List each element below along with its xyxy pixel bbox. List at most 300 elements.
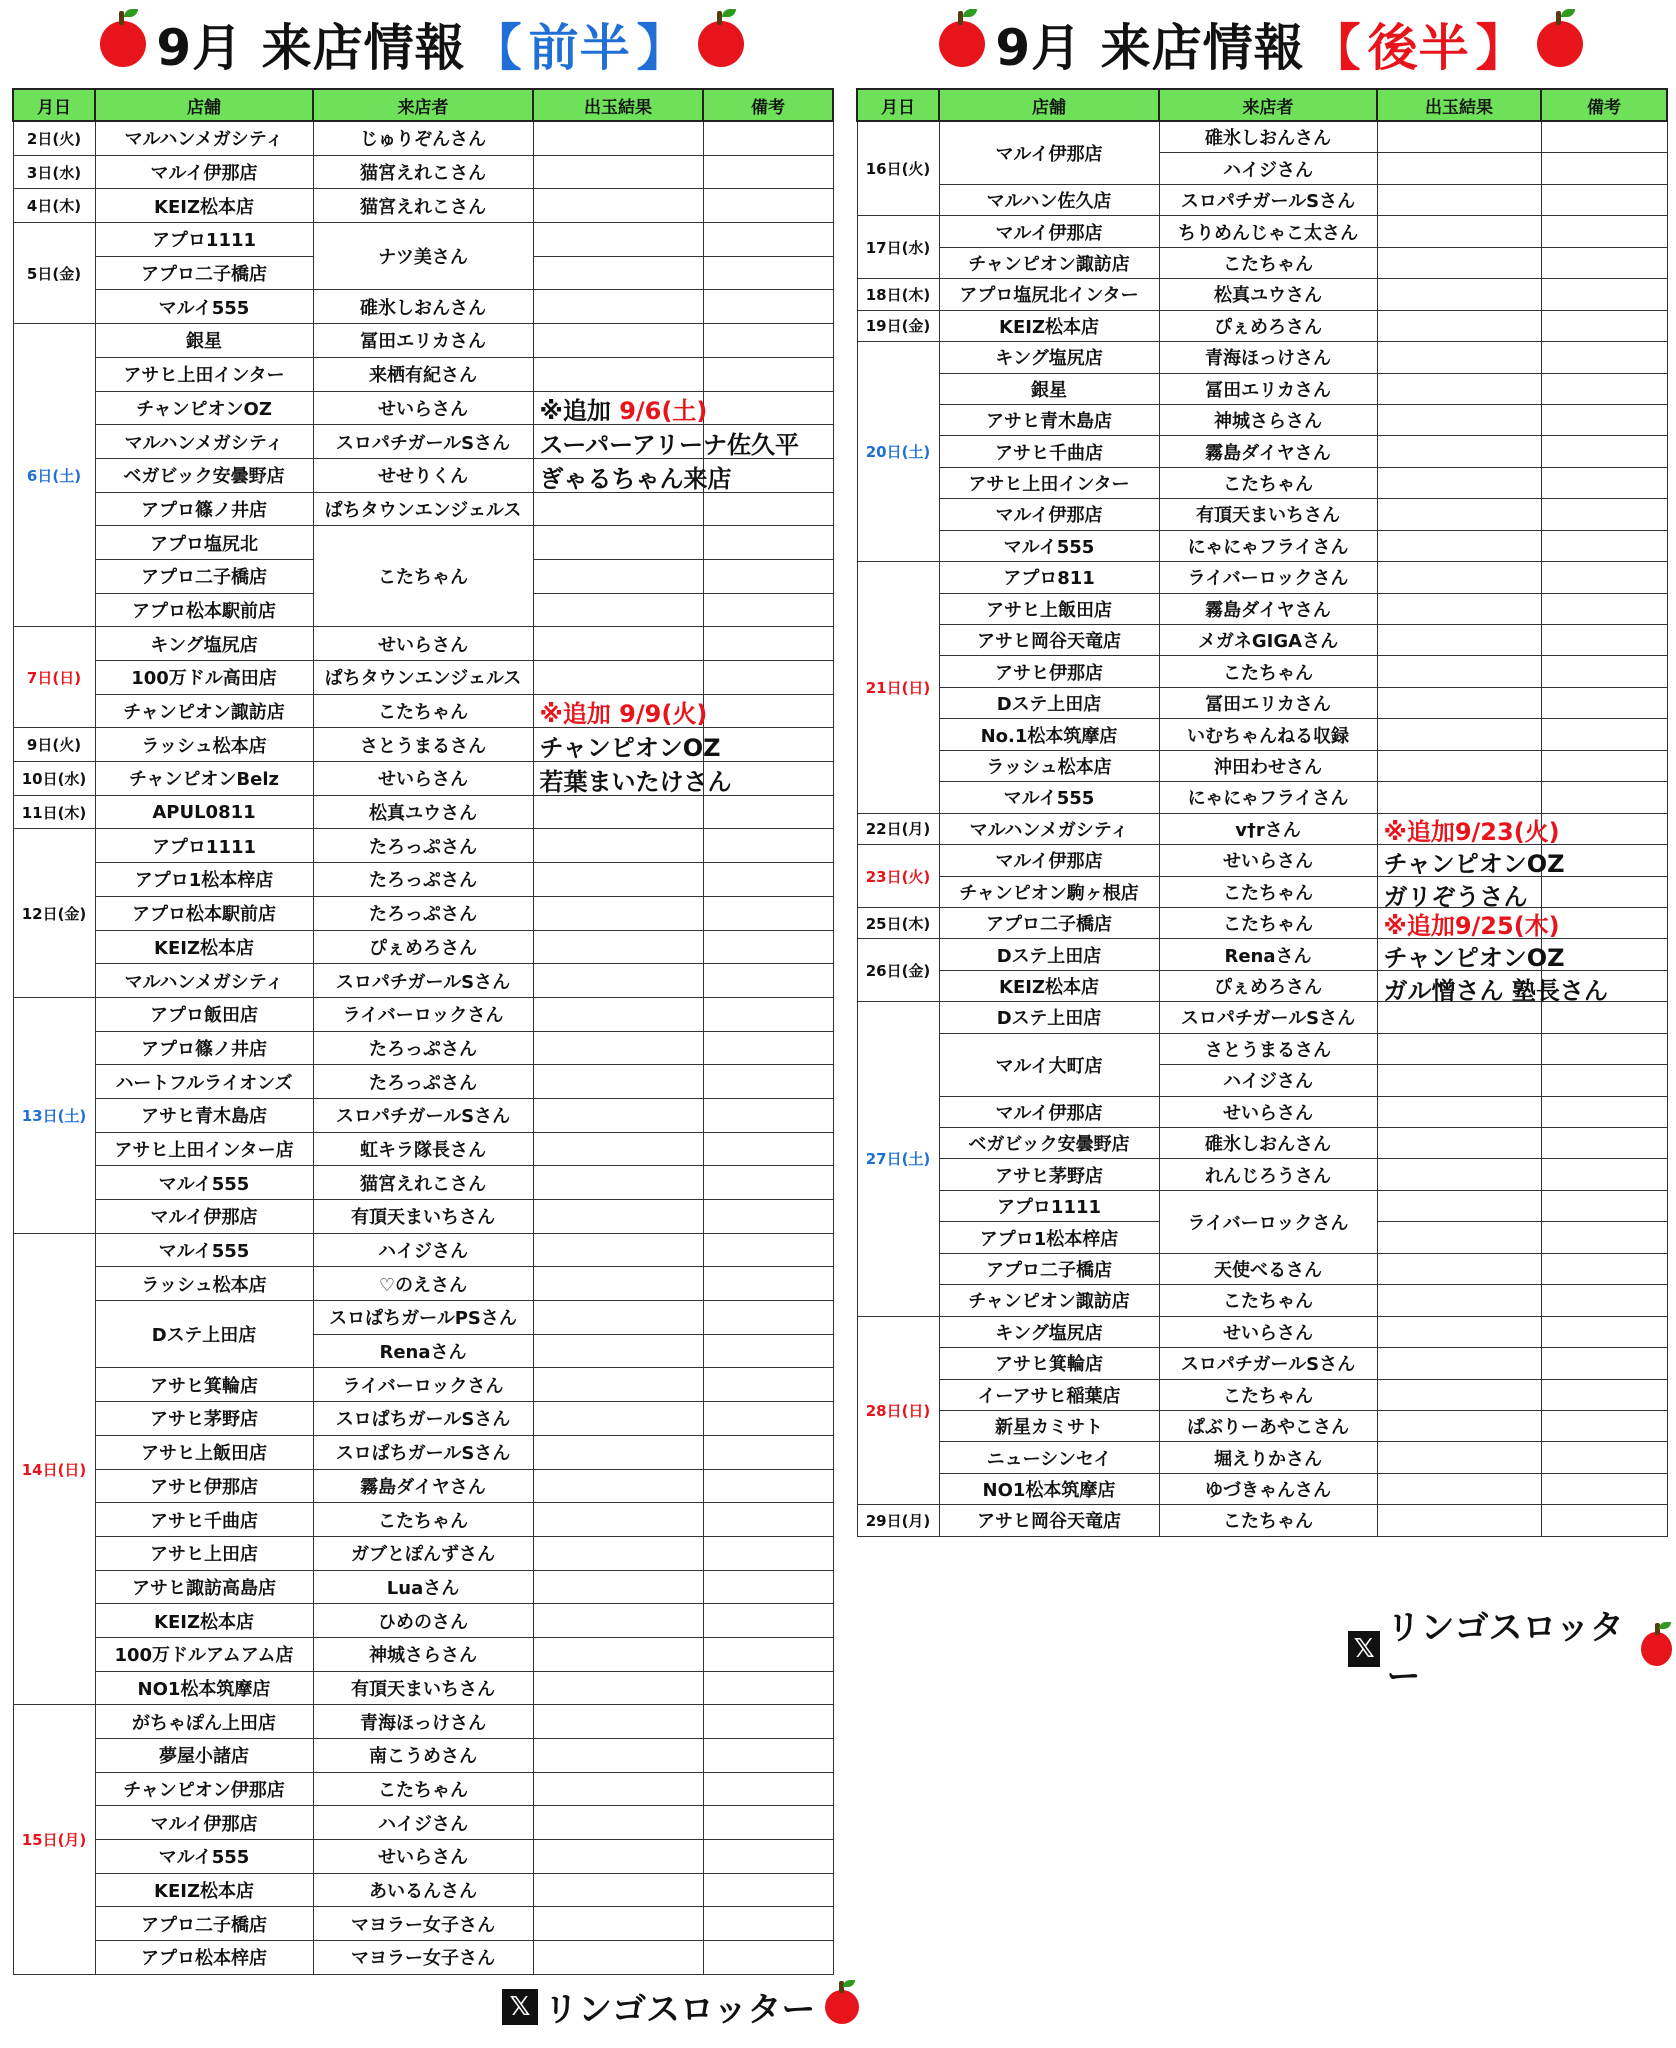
result-cell [533, 1840, 703, 1874]
table-row [13, 997, 833, 1031]
date-cell: 10日(水) [13, 762, 95, 796]
result-cell [1377, 404, 1541, 435]
remarks-cell [703, 290, 833, 324]
table-row [857, 1316, 1667, 1347]
store-cell: チャンピオン諏訪店 [939, 1285, 1159, 1316]
table-row [857, 247, 1667, 278]
result-cell [1377, 1285, 1541, 1316]
result-cell [1377, 153, 1541, 184]
table-row [13, 155, 833, 189]
table-row [13, 1637, 833, 1671]
visitor-cell: 霧島ダイヤさん [1159, 593, 1377, 624]
table-row [13, 290, 833, 324]
store-cell: アサヒ上田インター店 [95, 1132, 313, 1166]
result-cell [533, 1031, 703, 1065]
store-cell: KEIZ松本店 [939, 970, 1159, 1001]
result-cell [533, 492, 703, 526]
date-cell: 16日(火) [857, 121, 939, 216]
visitor-cell: Luaさん [313, 1570, 533, 1604]
store-cell: マルハンメガシティ [939, 813, 1159, 844]
remarks-cell [703, 1907, 833, 1941]
remarks-cell [703, 593, 833, 627]
remarks-cell [1541, 562, 1667, 593]
visitor-cell: ぱちタウンエンジェルス [313, 492, 533, 526]
result-cell [1377, 1473, 1541, 1504]
visitor-cell: 碓氷しおんさん [313, 290, 533, 324]
remarks-cell [703, 1200, 833, 1234]
visitor-cell: 神城さらさん [313, 1637, 533, 1671]
remarks-cell [703, 1469, 833, 1503]
result-cell [1377, 1348, 1541, 1379]
table-row [13, 1806, 833, 1840]
date-cell: 4日(木) [13, 189, 95, 223]
remarks-cell [703, 121, 833, 155]
result-cell [533, 627, 703, 661]
result-cell [1377, 656, 1541, 687]
table-row [13, 1604, 833, 1638]
result-cell [533, 290, 703, 324]
visitor-cell: せいらさん [1159, 1316, 1377, 1347]
visitor-cell: メガネGIGAさん [1159, 625, 1377, 656]
date-cell: 12日(金) [13, 829, 95, 997]
result-cell [533, 1402, 703, 1436]
store-cell: マルハンメガシティ [95, 121, 313, 155]
note-date: 9/6(土) [619, 396, 708, 425]
store-cell: マルハンメガシティ [95, 425, 313, 459]
table-row [13, 324, 833, 358]
result-cell [1377, 1190, 1541, 1221]
result-cell [1377, 436, 1541, 467]
result-cell [1377, 467, 1541, 498]
table-row [857, 1159, 1667, 1190]
table-row [857, 1128, 1667, 1159]
result-cell [1377, 750, 1541, 781]
result-cell [533, 964, 703, 998]
brand-name: リンゴスロッター [544, 1990, 816, 2030]
visitor-cell: 松真ユウさん [313, 795, 533, 829]
visitor-cell: こたちゃん [1159, 1379, 1377, 1410]
table-row [857, 593, 1667, 624]
result-cell [1377, 1442, 1541, 1473]
visitor-cell: ハイジさん [1159, 153, 1377, 184]
remarks-cell [1541, 1442, 1667, 1473]
remarks-cell [1541, 687, 1667, 718]
table-row [857, 907, 1667, 938]
remarks-cell [703, 1402, 833, 1436]
visitor-cell: 天使べるさん [1159, 1253, 1377, 1284]
remarks-cell [1541, 593, 1667, 624]
remarks-cell [703, 1806, 833, 1840]
schedule-table-first-half [12, 88, 834, 1975]
store-cell: アプロ塩尻北 [95, 526, 313, 560]
title-month: 9月 来店情報 [156, 19, 466, 77]
store-cell: ハートフルライオンズ [95, 1065, 313, 1099]
remarks-cell [703, 1840, 833, 1874]
result-cell [533, 997, 703, 1031]
result-cell [1377, 310, 1541, 341]
store-cell: 100万ドルアムアム店 [95, 1637, 313, 1671]
result-cell [1377, 247, 1541, 278]
store-cell: アプロ飯田店 [95, 997, 313, 1031]
remarks-cell [1541, 1473, 1667, 1504]
remarks-cell [703, 1705, 833, 1739]
store-cell: アプロ二子橋店 [939, 907, 1159, 938]
table-row [13, 627, 833, 661]
remarks-cell [703, 896, 833, 930]
brand-watermark [502, 1982, 863, 2031]
date-cell: 5日(金) [13, 223, 95, 324]
result-cell [1377, 625, 1541, 656]
result-cell [533, 1604, 703, 1638]
store-cell: マルイ555 [95, 1166, 313, 1200]
result-cell [533, 1941, 703, 1975]
visitor-cell: ぴぇめろさん [1159, 310, 1377, 341]
remarks-cell [703, 795, 833, 829]
table-row [13, 1065, 833, 1099]
store-cell: APUL0811 [95, 795, 313, 829]
visitor-cell: 有頂天まいちさん [313, 1671, 533, 1705]
store-cell: アプロ811 [939, 562, 1159, 593]
result-cell [533, 256, 703, 290]
store-cell: アプロ松本駅前店 [95, 896, 313, 930]
result-cell [1377, 279, 1541, 310]
remarks-cell [703, 829, 833, 863]
result-cell [533, 1570, 703, 1604]
x-logo-icon: 𝕏 [1348, 1631, 1380, 1667]
remarks-cell [703, 930, 833, 964]
table-row [13, 121, 833, 155]
date-cell: 28日(日) [857, 1316, 939, 1505]
visitor-cell: こたちゃん [1159, 1505, 1377, 1536]
table-row [13, 1435, 833, 1469]
store-cell: NO1松本筑摩店 [95, 1671, 313, 1705]
store-cell: マルイ555 [939, 530, 1159, 561]
table-row [13, 1098, 833, 1132]
note-line: チャンピオンOZ [539, 733, 721, 762]
table-row [857, 1348, 1667, 1379]
visitor-cell: 有頂天まいちさん [313, 1200, 533, 1234]
result-cell [1377, 184, 1541, 215]
result-cell [1377, 1128, 1541, 1159]
note-line: ぎゃるちゃん来店 [539, 464, 732, 493]
visitor-cell: マヨラー女子さん [313, 1941, 533, 1975]
remarks-cell [1541, 750, 1667, 781]
visitor-cell: Renaさん [313, 1334, 533, 1368]
remarks-cell [1541, 1222, 1667, 1253]
table-row [13, 1469, 833, 1503]
store-cell: チャンピオン駒ヶ根店 [939, 876, 1159, 907]
date-cell: 3日(水) [13, 155, 95, 189]
table-row [13, 1536, 833, 1570]
visitor-cell: 霧島ダイヤさん [313, 1469, 533, 1503]
note-label: ※追加9/25(木) [1383, 911, 1560, 940]
visitor-cell: ハイジさん [313, 1233, 533, 1267]
store-cell: マルイ伊那店 [95, 155, 313, 189]
visitor-cell: さとうまるさん [313, 728, 533, 762]
table-row [857, 656, 1667, 687]
remarks-cell [703, 1435, 833, 1469]
date-cell: 7日(日) [13, 627, 95, 728]
result-cell [533, 829, 703, 863]
store-cell: アサヒ上田インター [939, 467, 1159, 498]
result-cell [533, 1098, 703, 1132]
table-row [13, 1840, 833, 1874]
remarks-cell [703, 627, 833, 661]
remarks-cell [1541, 1253, 1667, 1284]
remarks-cell [1541, 656, 1667, 687]
result-cell [533, 155, 703, 189]
note-line: 若葉まいたけさん [539, 767, 732, 796]
visitor-cell: 冨田エリカさん [313, 324, 533, 358]
table-row [13, 1739, 833, 1773]
date-cell: 13日(土) [13, 997, 95, 1233]
store-cell: キング塩尻店 [939, 1316, 1159, 1347]
remarks-cell [703, 155, 833, 189]
result-cell [533, 1536, 703, 1570]
store-cell: 新星カミサト [939, 1410, 1159, 1441]
store-cell: 銀星 [95, 324, 313, 358]
result-cell [1377, 1316, 1541, 1347]
table-row [13, 829, 833, 863]
store-cell: マルハンメガシティ [95, 964, 313, 998]
remarks-cell [1541, 719, 1667, 750]
apple-icon [698, 21, 744, 67]
apple-icon [1641, 1632, 1672, 1666]
result-cell [1377, 1379, 1541, 1410]
visitor-cell: スロパチガールSさん [1159, 1002, 1377, 1033]
visitor-cell: せいらさん [1159, 845, 1377, 876]
store-cell: マルイ伊那店 [939, 499, 1159, 530]
store-cell: アプロ1松本梓店 [95, 863, 313, 897]
apple-icon [939, 21, 985, 67]
remarks-cell [703, 189, 833, 223]
table-row [13, 1671, 833, 1705]
visitor-cell: 冨田エリカさん [1159, 687, 1377, 718]
store-cell: マルイ555 [95, 1840, 313, 1874]
store-cell: アサヒ青木島店 [939, 404, 1159, 435]
visitor-cell: ♡のえさん [313, 1267, 533, 1301]
visitor-cell: たろっぷさん [313, 1065, 533, 1099]
note-line: チャンピオンOZ [1383, 944, 1565, 973]
result-cell [533, 1705, 703, 1739]
date-cell: 14日(日) [13, 1233, 95, 1705]
date-cell: 25日(木) [857, 907, 939, 938]
result-cell [1377, 593, 1541, 624]
table-row [857, 687, 1667, 718]
note-line: スーパーアリーナ佐久平 [539, 430, 799, 459]
added-event-note [540, 394, 799, 496]
note-line: ガル憎さん 塾長さん [1383, 976, 1608, 1005]
date-cell: 26日(金) [857, 939, 939, 1002]
remarks-cell [1541, 625, 1667, 656]
visitor-cell: こたちゃん [1159, 247, 1377, 278]
store-cell: アプロ二子橋店 [939, 1253, 1159, 1284]
visitor-cell: ナツ美さん [313, 223, 533, 290]
remarks-cell [1541, 1505, 1667, 1536]
table-row [857, 404, 1667, 435]
table-row [13, 1873, 833, 1907]
remarks-cell [1541, 216, 1667, 247]
visitor-cell: 碓氷しおんさん [1159, 1128, 1377, 1159]
visitor-cell: 堀えりかさん [1159, 1442, 1377, 1473]
store-cell: チャンピオン諏訪店 [95, 694, 313, 728]
table-row [13, 1031, 833, 1065]
store-cell: ニューシンセイ [939, 1442, 1159, 1473]
visitor-cell: こたちゃん [1159, 656, 1377, 687]
table-row [13, 189, 833, 223]
remarks-cell [1541, 184, 1667, 215]
visitor-cell: 沖田わせさん [1159, 750, 1377, 781]
remarks-cell [703, 1233, 833, 1267]
remarks-cell [1541, 153, 1667, 184]
table-row [13, 1200, 833, 1234]
result-cell [533, 593, 703, 627]
remarks-cell [703, 1334, 833, 1368]
store-cell: Dステ上田店 [939, 687, 1159, 718]
result-cell [533, 1637, 703, 1671]
store-cell: KEIZ松本店 [95, 189, 313, 223]
result-cell [533, 324, 703, 358]
remarks-cell [1541, 1033, 1667, 1064]
visitor-cell: ゆづきゃんさん [1159, 1473, 1377, 1504]
result-cell [1377, 499, 1541, 530]
result-cell [1377, 1096, 1541, 1127]
store-cell: アプロ松本梓店 [95, 1941, 313, 1975]
table-row [857, 121, 1667, 153]
table-row [13, 1233, 833, 1267]
visitor-cell: ライバーロックさん [313, 1368, 533, 1402]
title-bracket-open: 【 [1310, 19, 1362, 77]
store-cell: アプロ篠ノ井店 [95, 1031, 313, 1065]
table-row [857, 1410, 1667, 1441]
table-row [857, 1473, 1667, 1504]
date-cell: 19日(金) [857, 310, 939, 341]
remarks-cell [703, 1098, 833, 1132]
visitor-cell: ハイジさん [1159, 1065, 1377, 1096]
result-cell [533, 1132, 703, 1166]
result-cell [1377, 1033, 1541, 1064]
store-cell: ラッシュ松本店 [939, 750, 1159, 781]
result-cell [533, 661, 703, 695]
store-cell: アサヒ伊那店 [95, 1469, 313, 1503]
store-cell: マルイ伊那店 [95, 1806, 313, 1840]
table-row [13, 1368, 833, 1402]
remarks-cell [703, 1772, 833, 1806]
remarks-cell [703, 1671, 833, 1705]
column-header: 月日 [13, 89, 95, 121]
table-row [857, 813, 1667, 844]
brand-watermark [1348, 1600, 1676, 1698]
visitor-cell: ぱちタウンエンジェルス [313, 661, 533, 695]
store-cell: アプロ1111 [95, 223, 313, 257]
remarks-cell [1541, 1285, 1667, 1316]
store-cell: マルイ伊那店 [939, 845, 1159, 876]
date-cell: 23日(火) [857, 845, 939, 908]
store-cell: 100万ドル高田店 [95, 661, 313, 695]
visitor-cell: 松真ユウさん [1159, 279, 1377, 310]
visitor-cell: v†rさん [1159, 813, 1377, 844]
store-cell: アサヒ茅野店 [939, 1159, 1159, 1190]
remarks-cell [703, 1368, 833, 1402]
column-header: 店舗 [95, 89, 313, 121]
store-cell: アサヒ千曲店 [95, 1503, 313, 1537]
remarks-cell [703, 1301, 833, 1335]
date-cell: 17日(水) [857, 216, 939, 279]
visitor-cell: せいらさん [313, 762, 533, 796]
date-cell: 11日(木) [13, 795, 95, 829]
visitor-cell: ちりめんじゃこ太さん [1159, 216, 1377, 247]
table-row [13, 896, 833, 930]
store-cell: マルイ伊那店 [939, 121, 1159, 184]
remarks-cell [703, 997, 833, 1031]
date-cell: 2日(火) [13, 121, 95, 155]
store-cell: 銀星 [939, 373, 1159, 404]
visitor-cell: ひめのさん [313, 1604, 533, 1638]
table-row [13, 1166, 833, 1200]
visitor-cell: 霧島ダイヤさん [1159, 436, 1377, 467]
visitor-cell: スロぱちガールSさん [313, 1435, 533, 1469]
remarks-cell [1541, 530, 1667, 561]
store-cell: アサヒ上田インター [95, 357, 313, 391]
store-cell: アプロ二子橋店 [95, 256, 313, 290]
visitor-cell: 猫宮えれこさん [313, 155, 533, 189]
date-cell: 18日(木) [857, 279, 939, 310]
visitor-cell: れんじろうさん [1159, 1159, 1377, 1190]
store-cell: 夢屋小諸店 [95, 1739, 313, 1773]
remarks-cell [703, 1570, 833, 1604]
x-logo-icon: 𝕏 [502, 1989, 538, 2025]
result-cell [1377, 813, 1565, 911]
added-event-note [540, 697, 732, 799]
second-half-panel [856, 0, 1666, 1537]
column-header: 来店者 [1159, 89, 1377, 121]
store-cell: アサヒ上田店 [95, 1536, 313, 1570]
result-cell [533, 1469, 703, 1503]
store-cell: アサヒ茅野店 [95, 1402, 313, 1436]
visitor-cell: ぱぶりーあやこさん [1159, 1410, 1377, 1441]
remarks-cell [1541, 1096, 1667, 1127]
store-cell: アサヒ岡谷天竜店 [939, 625, 1159, 656]
table-row [13, 930, 833, 964]
remarks-cell [1541, 404, 1667, 435]
table-row [13, 1907, 833, 1941]
table-row [857, 467, 1667, 498]
title-half: 後半 [1367, 19, 1470, 77]
visitor-cell: スロパチガールSさん [313, 964, 533, 998]
table-row [13, 795, 833, 829]
table-row [13, 1267, 833, 1301]
column-header: 備考 [1541, 89, 1667, 121]
result-cell [533, 1873, 703, 1907]
visitor-cell: スロパチガールSさん [313, 425, 533, 459]
store-cell: マルイ伊那店 [939, 1096, 1159, 1127]
visitor-cell: ライバーロックさん [313, 997, 533, 1031]
result-cell [533, 795, 703, 829]
table-row [857, 750, 1667, 781]
date-cell: 6日(土) [13, 324, 95, 627]
table-row [857, 1190, 1667, 1221]
remarks-cell [703, 964, 833, 998]
table-row [857, 782, 1667, 813]
result-cell [533, 189, 703, 223]
remarks-cell [1541, 342, 1667, 373]
date-cell: 27日(土) [857, 1002, 939, 1316]
store-cell: マルイ伊那店 [939, 216, 1159, 247]
result-cell [533, 1166, 703, 1200]
store-cell: アプロ二子橋店 [95, 1907, 313, 1941]
apple-icon [100, 21, 146, 67]
remarks-cell [703, 357, 833, 391]
